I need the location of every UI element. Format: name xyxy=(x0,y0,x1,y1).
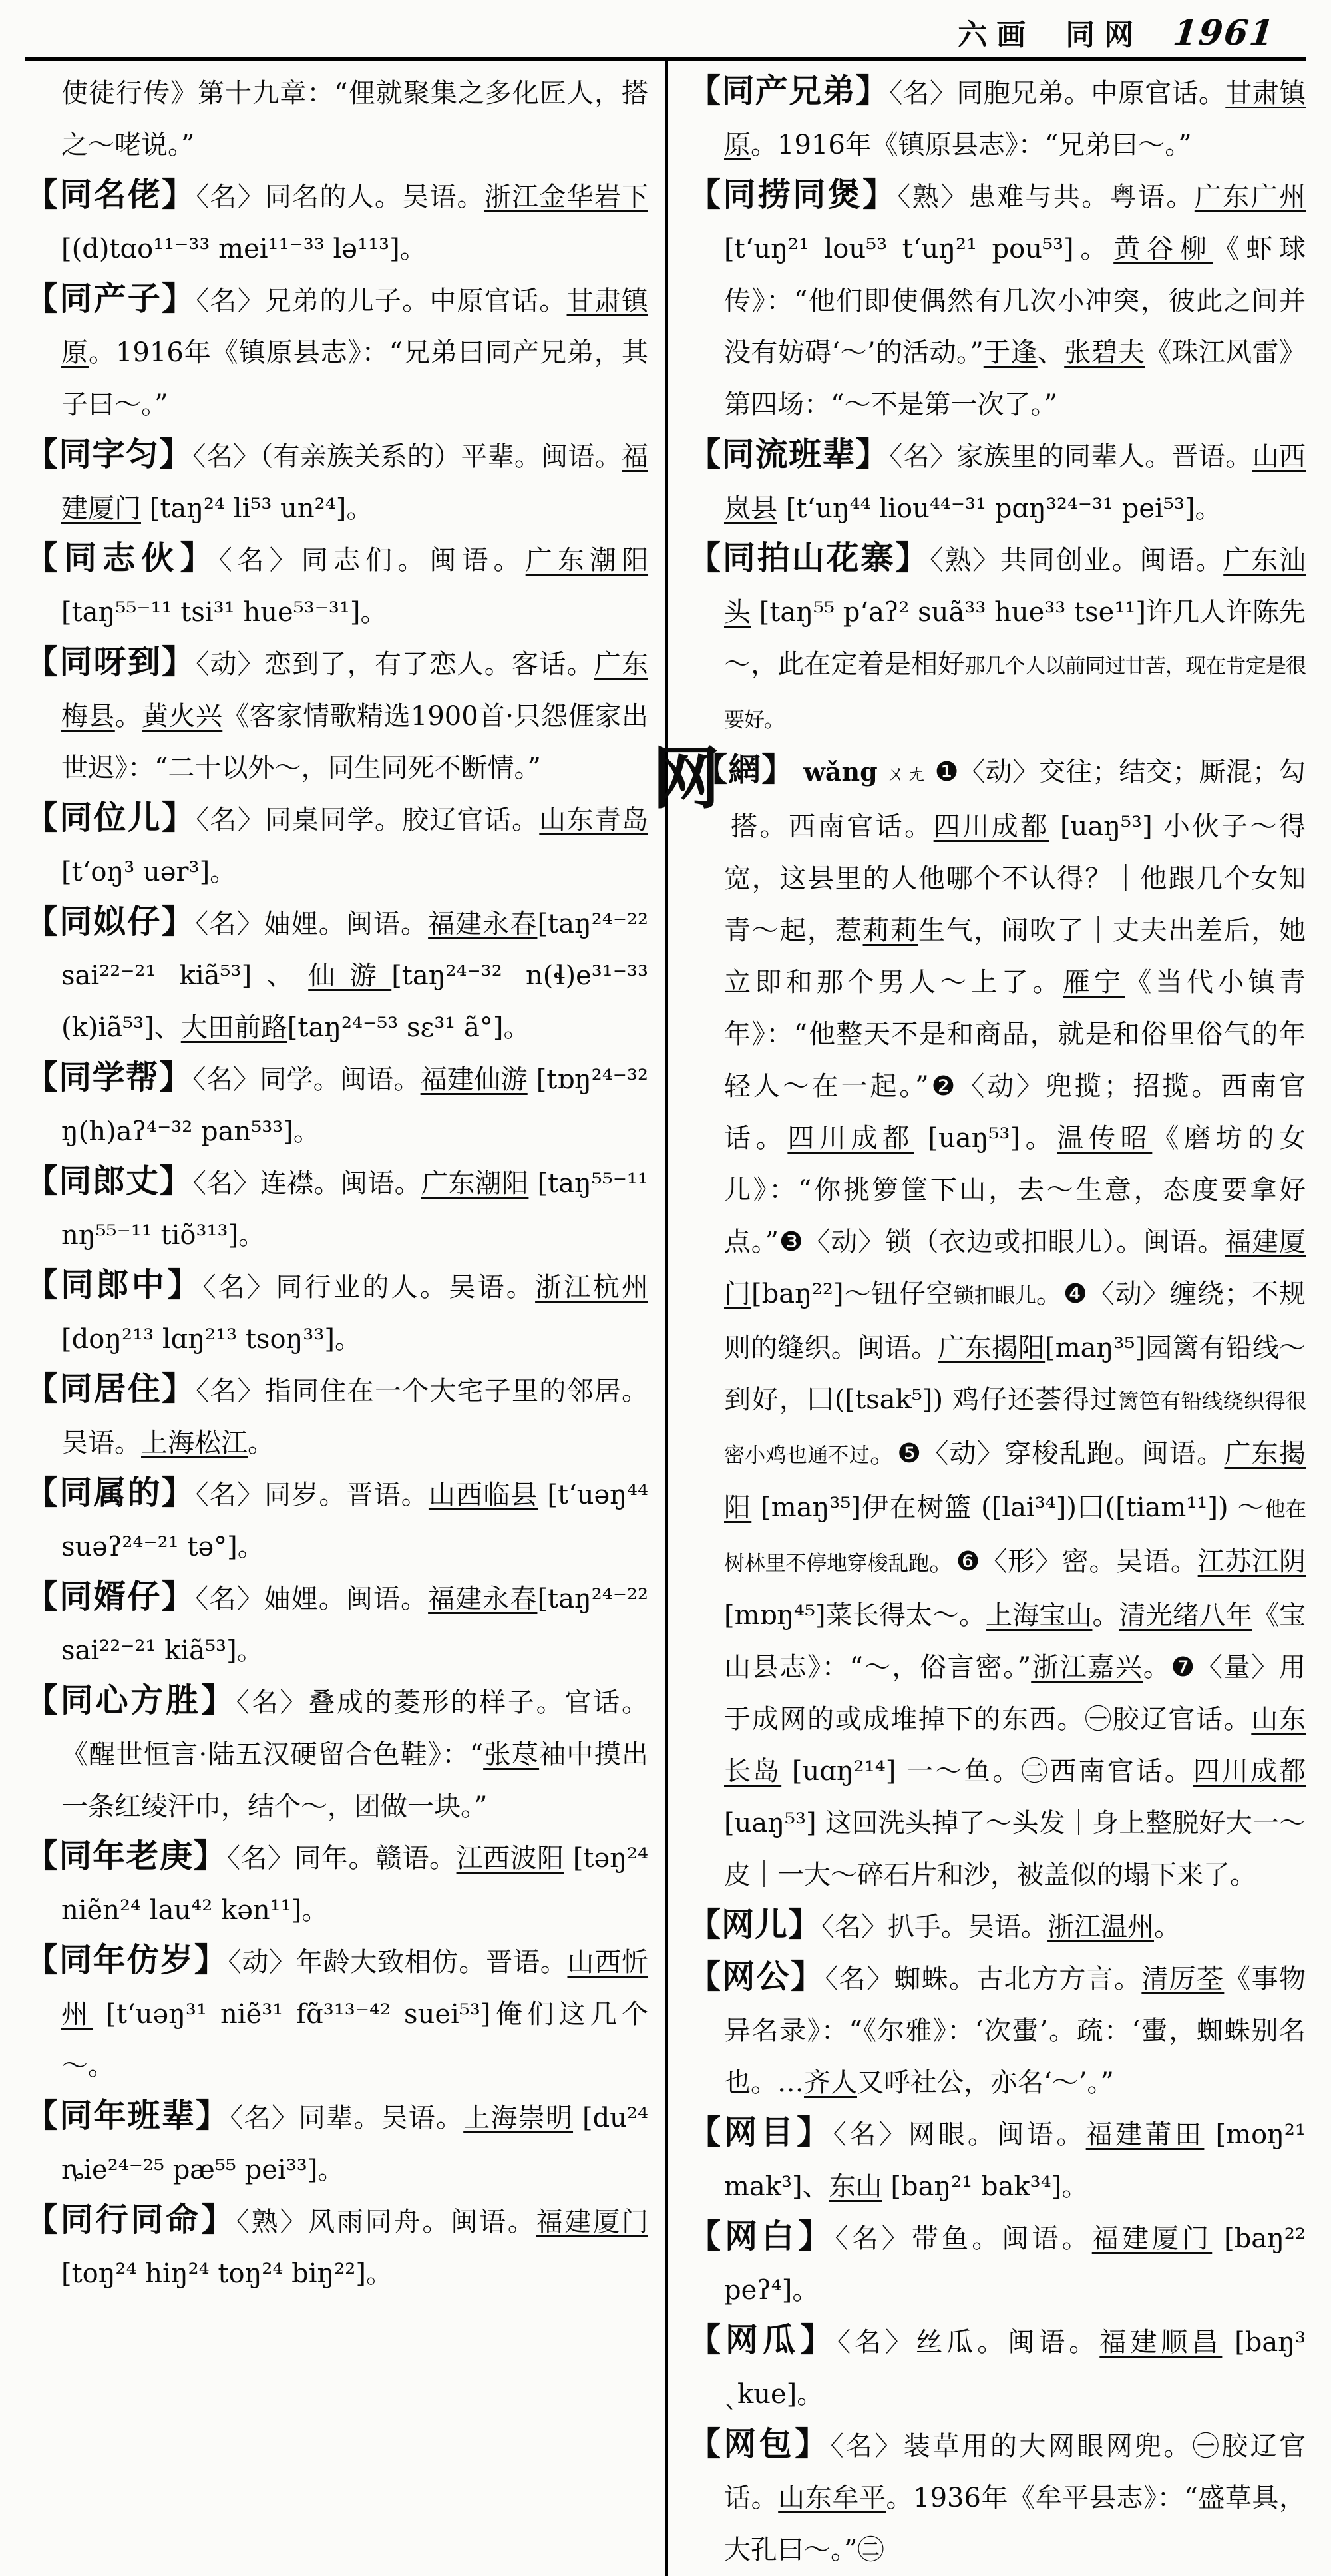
underlined-name: 广东揭阳 xyxy=(724,1438,1306,1523)
underlined-name: 广东汕头 xyxy=(724,545,1306,628)
underlined-name: 福建厦门 xyxy=(536,2207,648,2237)
dictionary-entry xyxy=(25,535,648,638)
underlined-name: 福建厦门 xyxy=(61,441,648,524)
underlined-name: 黄火兴 xyxy=(142,701,223,732)
underlined-name: 山东长岛 xyxy=(724,1704,1306,1787)
pinyin: wǎng xyxy=(803,757,878,787)
dictionary-entry xyxy=(25,171,648,275)
entry-body: 〈名〉（有亲族关系的）平辈。闽语。福建厦门 [taŋ²⁴ li⁵³ un²⁴]。 xyxy=(61,441,648,524)
entry-headword: 【同学帮】 xyxy=(25,1058,193,1096)
entry-headword: 【同流班辈】 xyxy=(688,435,890,473)
dictionary-entry xyxy=(25,1261,648,1365)
entry-body: 〈名〉同桌同学。胶辽官话。山东青岛 [t‘oŋ³ uər³]。 xyxy=(61,805,648,887)
underlined-name: 福建永春 xyxy=(428,909,538,939)
underlined-name: 东山 xyxy=(829,2171,882,2202)
right-column xyxy=(652,61,1306,2576)
dictionary-entry xyxy=(25,1832,648,1936)
entry-body: 〈名〉同名的人。吴语。浙江金华岩下 [(d)tɑo¹¹⁻³³ mei¹¹⁻³³ lə¹¹³]。 xyxy=(61,182,648,264)
underlined-name: 齐人 xyxy=(804,2067,857,2098)
underlined-name: 浙江杭州 xyxy=(535,1272,648,1303)
entry-body: 〈名〉装草用的大网眼网兜。㊀胶辽官话。山东牟平。1936年《牟平县志》：“盛草具，大孔曰～。”㊁ xyxy=(724,2431,1306,2565)
underlined-name: 莉莉 xyxy=(862,915,918,946)
dictionary-entry xyxy=(688,2109,1306,2213)
header-section-label: 六画 xyxy=(958,18,1036,52)
underlined-name: 广东潮阳 xyxy=(421,1168,529,1199)
underlined-name: 福建仙游 xyxy=(420,1064,528,1095)
underlined-name: 浙江金华岩下 xyxy=(484,182,648,212)
entry-headword: 【网白】 xyxy=(688,2217,835,2255)
entry-body: 〈名〉丝瓜。闽语。福建顺昌 [baŋ³ ˎkue]。 xyxy=(724,2327,1306,2410)
entry-body: 〈名〉叠成的菱形的样子。官话。《醒世恒言·陆五汉硬留合色鞋》：“张荩袖中摸出一条红绫汗巾，结个～，团做一块。” xyxy=(61,1687,649,1822)
entry-body: 〈名〉妯娌。闽语。福建永春[taŋ²⁴⁻²² sai²²⁻²¹ kiã⁵³]。 xyxy=(61,1584,648,1666)
underlined-name: 浙江嘉兴 xyxy=(1031,1652,1143,1683)
underlined-name: 山西临县 xyxy=(428,1480,538,1510)
entry-body: 〈名〉带鱼。闽语。福建厦门 [baŋ²² peʔ⁴]。 xyxy=(724,2223,1306,2306)
entry-body: 〈动〉恋到了，有了恋人。客话。广东梅县。黄火兴《客家情歌精选1900首·只怨𠊎家出世迟》：“二十以外～，同生同死不断情。” xyxy=(61,649,649,783)
entry-body: 〈名〉同岁。晋语。山西临县 [t‘uəŋ⁴⁴ suəʔ²⁴⁻²¹ tə°]。 xyxy=(61,1480,649,1562)
entry-headword: 【網】 xyxy=(695,750,795,789)
entry-headword: 【同姒仔】 xyxy=(25,902,196,941)
entry-headword: 【同呀到】 xyxy=(25,642,196,681)
underlined-name: 山西忻州 xyxy=(61,1947,649,2030)
underlined-name: 清厉荃 xyxy=(1141,1964,1225,1994)
entry-body: ❶〈动〉交往；结交；厮混；勾搭。西南官话。四川成都 [uaŋ⁵³] 小伙子～得宽，这县里的人他哪个不认得？｜他跟几个女知青～起，惹莉莉生气，闹吹了｜丈夫出差后，她立即和那个男人～上了。雁宁《当代小镇青年》：“他整天不是和商品，就是和俗里俗气的年轻人～在一起。”❷〈动〉兜揽；招揽。西南官话。四川成都 [uaŋ⁵³]。温传昭《磨坊的女儿》：“你挑箩筐下山，去～生意，态度要拿好点。”❸〈动〉锁（衣边或扣眼儿）。闽语。福建厦门[baŋ²²]～钮仔空锁扣眼儿。❹〈动〉缠绕；不规则的缝织。闽语。广东揭阳[maŋ³⁵]园篱有铅线～到好，囗([tsak⁵]) 鸡仔还荟得过篱笆有铅线绕织得很密小鸡也通不过。❺〈动〉穿梭乱跑。闽语。广东揭阳 [maŋ³⁵]伊在树篮 ([lai³⁴])囗([tiam¹¹]) ～他在树林里不停地穿梭乱跑。❻〈形〉密。吴语。江苏江阴[mɒŋ⁴⁵]菜长得太～。上海宝山。清光绪八年《宝山县志》：“～，俗言密。”浙江嘉兴。❼〈量〉用于成网的或成堆掉下的东西。㊀胶辽官话。山东长岛 [uɑŋ²¹⁴] 一～鱼。㊁西南官话。四川成都 [uaŋ⁵³] 这回洗头掉了～头发｜身上整脱好大一～皮｜一大～碎石片和沙，被盖似的塌下来了。 xyxy=(724,757,1306,1890)
underlined-name: 江西波阳 xyxy=(456,1843,564,1874)
entry-body: 〈名〉同辈。吴语。上海崇明 [du²⁴ ȵie²⁴⁻²⁵ pæ⁵⁵ pei³³]。 xyxy=(61,2103,648,2185)
underlined-name: 雁宁 xyxy=(1063,967,1125,998)
entry-headword: 【网瓜】 xyxy=(688,2320,838,2359)
underlined-name: 四川成都 xyxy=(787,1123,914,1154)
dictionary-entry xyxy=(688,535,1306,746)
entry-body: 〈名〉同志们。闽语。广东潮阳 [taŋ⁵⁵⁻¹¹ tsi³¹ hue⁵³⁻³¹]。 xyxy=(61,545,649,628)
entry-headword: 【同心方胜】 xyxy=(25,1681,236,1719)
entry-body: 〈熟〉风雨同舟。闽语。福建厦门 [toŋ²⁴ hiŋ²⁴ toŋ²⁴ biŋ²²]。 xyxy=(61,2207,648,2289)
underlined-name: 山东青岛 xyxy=(539,805,648,835)
entry-body: 〈名〉兄弟的儿子。中原官话。甘肃镇原。1916年《镇原县志》：“兄弟曰同产兄弟，其子曰～。” xyxy=(61,286,649,420)
underlined-name: 张碧夫 xyxy=(1064,337,1145,368)
underlined-name: 广东揭阳 xyxy=(938,1333,1046,1363)
entry-continuation xyxy=(25,67,648,171)
header-word-range: 同网 xyxy=(1065,18,1143,52)
entry-headword: 【同产子】 xyxy=(25,279,196,318)
entry-headword: 【网包】 xyxy=(688,2424,831,2463)
zhuyin: ㄨㄤ xyxy=(886,763,926,786)
entry-headword: 【同志伙】 xyxy=(25,538,219,577)
dictionary-entry xyxy=(25,1573,648,1677)
underlined-name: 上海崇明 xyxy=(463,2103,574,2133)
underlined-name: 广东潮阳 xyxy=(525,545,649,576)
entry-headword: 【网公】 xyxy=(688,1957,825,1996)
entry-body: 〈名〉妯娌。闽语。福建永春[taŋ²⁴⁻²² sai²²⁻²¹ kiã⁵³]、仙游[taŋ²⁴⁻³² n(ɬ)e³¹⁻³³ (k)iã⁵³]、大田前路[taŋ²⁴⁻⁵³ sɛ³¹ ã°]。 xyxy=(61,909,649,1043)
entry-headword: 【网儿】 xyxy=(688,1905,822,1944)
dictionary-entry xyxy=(25,794,648,898)
underlined-name: 四川成都 xyxy=(1193,1756,1306,1787)
text-columns xyxy=(25,61,1306,2576)
underlined-name: 四川成都 xyxy=(933,811,1049,842)
dictionary-entry xyxy=(25,1469,648,1573)
entry-body: 〈名〉网眼。闽语。福建莆田 [moŋ²¹ mak³]、东山 [baŋ²¹ bak³⁴]。 xyxy=(724,2119,1306,2202)
entry-body: 〈名〉同年。赣语。江西波阳 [təŋ²⁴ niẽn²⁴ lau⁴² kən¹¹]。 xyxy=(61,1843,648,1926)
left-column xyxy=(25,61,666,2576)
dictionary-entry xyxy=(688,67,1306,171)
entry-headword: 【同捞同煲】 xyxy=(688,175,898,214)
underlined-name: 浙江温州 xyxy=(1047,1912,1155,1942)
entry-body: 〈名〉扒手。吴语。浙江温州。 xyxy=(821,1912,1181,1942)
entry-headword: 【同郎丈】 xyxy=(25,1162,193,1200)
entry-headword: 【同产兄弟】 xyxy=(688,71,890,110)
underlined-name: 福建永春 xyxy=(428,1584,538,1614)
entry-body: 〈名〉同胞兄弟。中原官话。甘肃镇原。1916年《镇原县志》：“兄弟曰～。” xyxy=(724,78,1306,160)
dictionary-entry xyxy=(25,431,648,535)
entry-body: 〈名〉同学。闽语。福建仙游 [tɒŋ²⁴⁻³² ŋ(h)aʔ⁴⁻³² pan⁵³³]。 xyxy=(61,1064,648,1147)
dictionary-entry xyxy=(25,1677,648,1832)
gloss-small-text: 他在树林里不停地穿梭乱跑 xyxy=(724,1498,1306,1576)
underlined-name: 于逢 xyxy=(983,337,1038,368)
entry-headword: 【同字匀】 xyxy=(25,435,193,473)
dictionary-entry xyxy=(688,1953,1306,2109)
entry-headword: 【同郎中】 xyxy=(25,1265,203,1304)
gloss-small-text: 锁扣眼儿 xyxy=(953,1284,1036,1308)
entry-headword: 【同行同命】 xyxy=(25,2200,236,2239)
underlined-name: 福建厦门 xyxy=(724,1227,1306,1309)
underlined-name: 黄谷柳 xyxy=(1113,234,1213,264)
dictionary-entry xyxy=(25,275,648,431)
underlined-name: 仙游 xyxy=(308,961,392,991)
dictionary-entry xyxy=(688,431,1306,535)
big-headword: 网 xyxy=(652,739,720,819)
dictionary-entry xyxy=(688,2420,1306,2576)
entry-headword: 【同年班辈】 xyxy=(25,2096,230,2135)
page-number: 1961 xyxy=(1171,13,1278,53)
entry-body: 〈名〉同行业的人。吴语。浙江杭州[doŋ²¹³ lɑŋ²¹³ tsoŋ³³]。 xyxy=(61,1272,648,1355)
dictionary-entry xyxy=(25,1158,648,1261)
page-header xyxy=(25,9,1306,53)
entry-body: 〈熟〉患难与共。粤语。广东广州 [t‘uŋ²¹ lou⁵³ t‘uŋ²¹ pou⁵³]。黄谷柳《虾球传》：“他们即使偶然有几次小冲突，彼此之间并没有妨碍‘～’的活动。”于逢、张碧夫《珠江风雷》第四场：“～不是第一次了。” xyxy=(724,182,1306,420)
dictionary-entry xyxy=(688,2213,1306,2316)
entry-headword: 【同年老庚】 xyxy=(25,1836,228,1875)
dictionary-entry xyxy=(25,2196,648,2300)
dictionary-entry xyxy=(688,1901,1306,1953)
underlined-name: 上海宝山 xyxy=(986,1600,1093,1631)
entry-headword: 【同年仿岁】 xyxy=(25,1940,228,1979)
underlined-name: 山东牟平 xyxy=(778,2483,886,2513)
dictionary-entry xyxy=(25,1054,648,1158)
underlined-name: 福建莆田 xyxy=(1085,2119,1205,2150)
entry-headword: 【同名佬】 xyxy=(25,175,196,214)
entry-body: 〈动〉年龄大致相仿。晋语。山西忻州 [t‘uəŋ³¹ niẽ³¹ fɑ̃³¹³⁻⁴² suei⁵³]俺们这几个～。 xyxy=(61,1947,649,2081)
entry-body: 〈名〉蜘蛛。古北方方言。清厉荃《事物异名录》：“《尔雅》：‘次蟗’。疏：‘蟗，蜘蛛别名也。…齐人又呼社公，亦名‘～’。” xyxy=(724,1964,1306,2098)
underlined-name: 广东广州 xyxy=(1194,182,1306,212)
dictionary-entry xyxy=(652,739,1306,1901)
underlined-name: 甘肃镇原 xyxy=(724,78,1306,160)
underlined-name: 福建厦门 xyxy=(1091,2223,1213,2254)
underlined-name: 江苏江阴 xyxy=(1197,1546,1306,1577)
dictionary-entry xyxy=(25,2092,648,2196)
underlined-name: 甘肃镇原 xyxy=(61,286,648,368)
underlined-name: 清光绪八年 xyxy=(1119,1600,1252,1631)
underlined-name: 上海松江 xyxy=(141,1428,248,1458)
underlined-name: 温传昭 xyxy=(1057,1123,1153,1154)
underlined-name: 福建顺昌 xyxy=(1099,2327,1223,2358)
gloss-small-text: 那几个人以前同过甘苦，现在肯定是很要好。 xyxy=(724,654,1306,732)
entry-headword: 【同拍山花寨】 xyxy=(688,538,930,577)
entry-body: 〈名〉连襟。闽语。广东潮阳 [taŋ⁵⁵⁻¹¹ nŋ⁵⁵⁻¹¹ tiõ³¹³]。 xyxy=(61,1168,649,1251)
dictionary-entry xyxy=(688,2316,1306,2420)
dictionary-entry xyxy=(25,1365,648,1469)
dictionary-entry xyxy=(688,171,1306,431)
entry-body: 〈熟〉共同创业。闽语。广东汕头 [taŋ⁵⁵ p‘aʔ² suã³³ hue³³ tse¹¹]许几人许陈先～，此在定着是相好那几个人以前同过甘苦，现在肯定是很要好。 xyxy=(724,545,1306,732)
entry-headword: 【同居住】 xyxy=(25,1369,196,1408)
entry-headword: 【同位儿】 xyxy=(25,798,196,837)
entry-headword: 【同属的】 xyxy=(25,1473,196,1512)
entry-headword: 【网目】 xyxy=(688,2113,833,2151)
entry-body: 〈名〉指同住在一个大宅子里的邻居。吴语。上海松江。 xyxy=(61,1376,648,1458)
dictionary-entry xyxy=(25,638,648,794)
entry-headword: 【同婿仔】 xyxy=(25,1577,196,1615)
underlined-name: 张荩 xyxy=(483,1739,540,1770)
underlined-name: 广东梅县 xyxy=(61,649,648,732)
dictionary-entry xyxy=(25,1936,648,2092)
underlined-name: 大田前路 xyxy=(180,1012,287,1043)
entry-body: 〈名〉家族里的同辈人。晋语。山西岚县 [t‘uŋ⁴⁴ liou⁴⁴⁻³¹ pɑŋ³²⁴⁻³¹ pei⁵³]。 xyxy=(724,441,1306,524)
entry-body: 使徒行传》第十九章：“俚就聚集之多化匠人，搭之～咾说。” xyxy=(61,78,648,160)
dictionary-entry xyxy=(25,898,648,1054)
underlined-name: 山西岚县 xyxy=(724,441,1306,524)
gloss-small-text: 篱笆有铅线绕织得很密小鸡也通不过 xyxy=(724,1390,1306,1468)
